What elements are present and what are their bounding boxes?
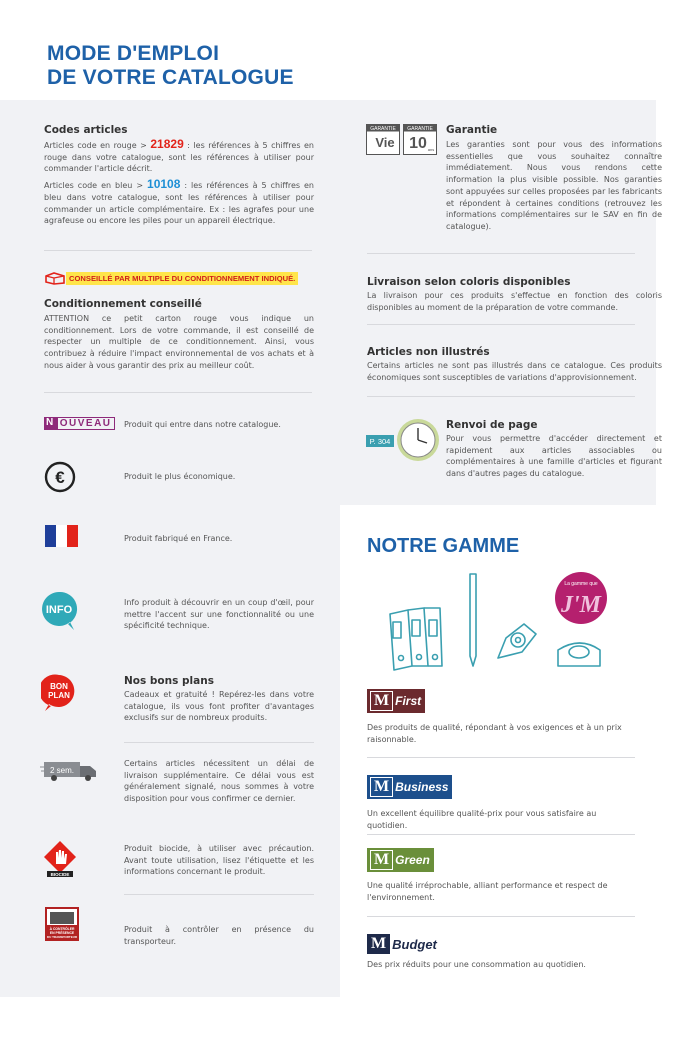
- conseil-badge: [44, 271, 298, 285]
- brand-m-letter: M: [367, 934, 390, 954]
- garantie-label-1: GARANTIE: [370, 126, 396, 132]
- renvoi-heading: Renvoi de page: [446, 419, 538, 431]
- brand-word: Green: [395, 853, 430, 867]
- divider: [367, 834, 635, 835]
- brand-budget-text: Des prix réduits pour une consommation au quotidien.: [367, 960, 586, 969]
- biocide-text: Produit biocide, à utiliser avec précaution. Avant toute utilisation, lisez l'étiquette et les informations concernant le produit.: [124, 844, 314, 877]
- red-code: 21829: [150, 137, 184, 151]
- brand-first-text: Des produits de qualité, répondant à vos exigences et à un prix raisonnable.: [367, 723, 622, 744]
- title-line-1: MODE D'EMPLOI: [47, 42, 220, 65]
- codes-heading: Codes articles: [44, 124, 128, 136]
- nouveau-text: Produit qui entre dans notre catalogue.: [124, 420, 281, 429]
- page-title: [47, 42, 294, 90]
- clock-page-icon: [366, 416, 440, 464]
- livraison-heading: Livraison selon coloris disponibles: [367, 276, 571, 288]
- euro-text: Produit le plus économique.: [124, 472, 236, 481]
- nouveau-n: N: [46, 417, 55, 428]
- bon-plan-text: Cadeaux et gratuité ! Repérez-les dans votre catalogue, ils vous font profiter d'avantages exclusifs sur de nombreux produits.: [124, 690, 314, 723]
- codes-blue-paragraph: Articles code en bleu > 10108 : les références à 5 chiffres en bleu dans votre catalogue, sont les références à utiliser pour commander un article complémentaire. Ex : les agrafes pour une agrafeuse ou encore les piles pour un appareil électrique.: [44, 177, 315, 226]
- jm-logo: J'M: [560, 592, 602, 618]
- red-carton-icon: [44, 271, 66, 285]
- brand-green-logo: [367, 848, 434, 872]
- conseil-text: ATTENTION ce petit carton rouge vous indique un conditionnement. Lors de votre commande, il est conseillé de respecter un multiple de ce conditionnement. Ainsi, vous contribuez à réduire l'impact environnemental de vos achats et à nous aider à vous garantir des prix au meilleur coût.: [44, 314, 314, 370]
- brand-green-text: Une qualité irréprochable, alliant performance et respect de l'environnement.: [367, 881, 608, 902]
- bon-plan-icon: [41, 673, 77, 713]
- brand-m-letter: M: [370, 691, 393, 711]
- biocide-label: BIOCIDE: [50, 872, 70, 877]
- garantie-unit: ans: [427, 147, 435, 152]
- brand-first-logo: [367, 689, 425, 713]
- truck-text: Certains articles nécessitent un délai de livraison supplémentaire. Ce délai vous est généralement signalé, nous sommes à votre disposition pour vous confirmer ce dernier.: [124, 759, 314, 804]
- garantie-section: [446, 124, 662, 233]
- non-illustres-section: [367, 346, 662, 383]
- livraison-section: [367, 276, 662, 313]
- divider: [367, 396, 635, 397]
- divider: [124, 742, 314, 743]
- title-line-2: DE VOTRE CATALOGUE: [47, 66, 294, 89]
- brand-word: Business: [395, 780, 449, 794]
- brand-word: Budget: [392, 936, 437, 952]
- non-illustres-heading: Articles non illustrés: [367, 346, 490, 358]
- transport-text: Produit à contrôler en présence du transporteur.: [124, 925, 314, 946]
- divider: [367, 324, 635, 325]
- brand-business-logo: [367, 775, 452, 799]
- seal-text: La gamme que: [564, 581, 598, 587]
- conseil-section: [44, 298, 314, 372]
- divider: [367, 253, 635, 254]
- renvoi-section: [446, 419, 662, 480]
- brand-budget-logo: [367, 932, 441, 956]
- conseil-badge-text: CONSEILLÉ PAR MULTIPLE DU CONDITIONNEMENT INDIQUÉ.: [66, 272, 298, 285]
- non-illustres-text: Certains articles ne sont pas illustrés dans ce catalogue. Ces produits économiques sont susceptibles de variations d'approvisionnement.: [367, 361, 662, 382]
- transport-check-label-2: EN PRÉSENCE: [49, 931, 75, 935]
- biocide-icon: [43, 840, 77, 878]
- bon-plan-section: [124, 675, 314, 724]
- info-label: INFO: [45, 604, 73, 616]
- garantie-heading: Garantie: [446, 124, 498, 136]
- euro-icon: [44, 461, 76, 493]
- divider: [44, 392, 312, 393]
- conseil-heading: Conditionnement conseillé: [44, 298, 202, 310]
- transport-check-icon: [45, 907, 79, 941]
- garantie-text: Les garanties sont pour vous des informations essentielles que vous souhaitez connaître immédiatement. Nous vous rendons cette information la plus visible possible. Nos garanties sont appuyées sur celles proposées par les fabricants et répondent à certaines conditions (retrouvez les informations complémentaires sur le SAV en fin de catalogue).: [446, 140, 662, 231]
- info-icon: [40, 590, 78, 632]
- livraison-text: La livraison pour ces produits s'effectue en fonction des coloris disponibles au moment de la préparation de votre commande.: [367, 291, 662, 312]
- transport-check-label-3: DU TRANSPORTEUR: [46, 935, 78, 939]
- info-text: Info produit à découvrir en un coup d'œil, pour mettre l'accent sur une fonctionnalité ou une spécificité technique.: [124, 598, 314, 631]
- bon-plan-line-1: BON: [50, 682, 68, 691]
- nouveau-badge: [44, 417, 115, 430]
- page-ref-tag: P. 304: [369, 437, 391, 446]
- brand-business-text: Un excellent équilibre qualité-prix pour vous satisfaire au quotidien.: [367, 809, 597, 830]
- truck-label: 2 sem.: [49, 766, 75, 775]
- renvoi-text: Pour vous permettre d'accéder directement et rapidement aux articles associables ou complémentaires à une famille d'articles et figurant dans d'autres pages du catalogue.: [446, 434, 662, 479]
- codes-red-paragraph: Articles code en rouge > 21829 : les références à 5 chiffres en rouge dans votre catalogue, sont les références à utiliser pour commander l'article décrit.: [44, 137, 314, 174]
- truck-icon: [40, 759, 100, 783]
- brand-m-letter: M: [370, 777, 393, 797]
- garantie-label-2: GARANTIE: [407, 126, 433, 132]
- garantie-badges-icon: [366, 124, 438, 155]
- brand-word: First: [395, 694, 422, 708]
- bon-plan-line-2: PLAN: [48, 691, 70, 700]
- garantie-value-vie: Vie: [375, 135, 395, 150]
- divider: [367, 916, 635, 917]
- divider: [367, 757, 635, 758]
- transport-check-label-1: À CONTRÔLER: [49, 927, 75, 931]
- gamme-title: NOTRE GAMME: [367, 535, 520, 557]
- france-flag-icon: [45, 525, 78, 547]
- blue-code: 10108: [147, 177, 181, 192]
- france-text: Produit fabriqué en France.: [124, 534, 233, 543]
- brand-m-letter: M: [370, 850, 393, 870]
- divider: [124, 894, 314, 895]
- bon-plan-heading: Nos bons plans: [124, 675, 214, 687]
- office-supplies-illustration: [386, 568, 616, 676]
- garantie-value-10: 10: [409, 135, 427, 152]
- divider: [44, 250, 312, 251]
- nouveau-rest: OUVEAU: [57, 417, 115, 430]
- codes-section: [44, 124, 314, 227]
- svg-text:€: €: [55, 468, 65, 487]
